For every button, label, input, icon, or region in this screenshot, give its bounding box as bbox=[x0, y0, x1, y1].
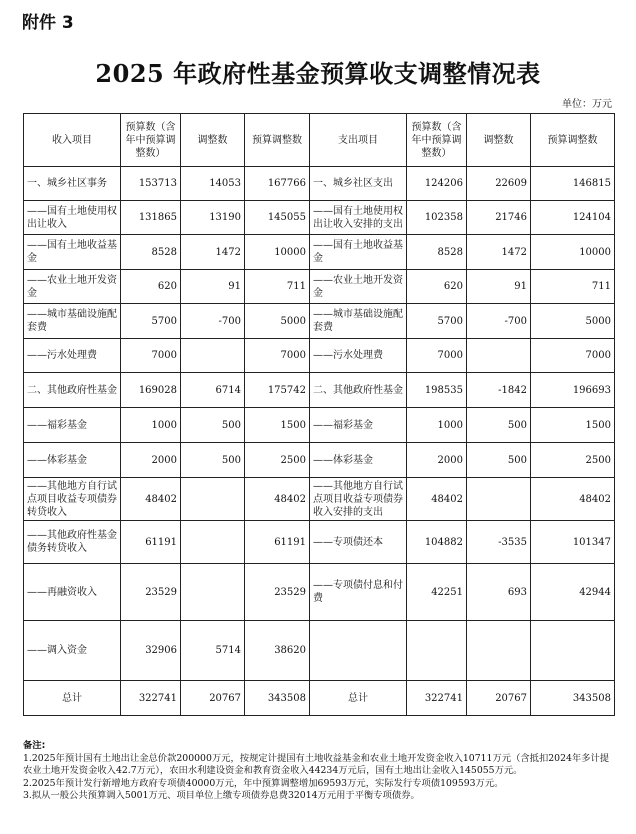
income-budget-cell: 32906 bbox=[121, 621, 181, 681]
income-total-label: 总计 bbox=[24, 681, 121, 716]
expense-adjustment-cell: -3535 bbox=[467, 521, 531, 564]
expense-item-cell: 二、其他政府性基金 bbox=[310, 373, 407, 408]
income-adjustment-cell bbox=[181, 521, 245, 564]
expense-budget-cell: 7000 bbox=[407, 339, 467, 373]
income-budget-cell: 153713 bbox=[121, 167, 181, 201]
expense-adjusted-budget-cell: 7000 bbox=[531, 339, 615, 373]
expense-adjustment-cell: 91 bbox=[467, 270, 531, 304]
expense-budget-cell: 1000 bbox=[407, 408, 467, 443]
income-item-cell: ——再融资收入 bbox=[24, 564, 121, 621]
income-adjustment-cell: 500 bbox=[181, 408, 245, 443]
expense-adjusted-budget-cell: 42944 bbox=[531, 564, 615, 621]
header-expense-item: 支出项目 bbox=[310, 114, 407, 167]
expense-item-cell: ——体彩基金 bbox=[310, 443, 407, 478]
table-row bbox=[24, 373, 615, 408]
income-item-cell: 二、其他政府性基金 bbox=[24, 373, 121, 408]
expense-item-cell: 一、城乡社区支出 bbox=[310, 167, 407, 201]
income-adjusted-budget-cell: 175742 bbox=[245, 373, 310, 408]
expense-adjusted-budget-cell: 5000 bbox=[531, 304, 615, 339]
expense-budget-cell: 198535 bbox=[407, 373, 467, 408]
note-item: 3.拟从一般公共预算调入5001万元、项目单位上缴专项债券息费32014万元用于平衡专项债券。 bbox=[23, 790, 420, 802]
expense-adjustment-cell: -1842 bbox=[467, 373, 531, 408]
income-adjustment-cell: 13190 bbox=[181, 201, 245, 235]
expense-adjusted-budget-cell: 101347 bbox=[531, 521, 615, 564]
income-adjustment-cell: 500 bbox=[181, 443, 245, 478]
income-item-cell: ——污水处理费 bbox=[24, 339, 121, 373]
expense-item-cell bbox=[310, 621, 407, 681]
expense-budget-cell: 5700 bbox=[407, 304, 467, 339]
income-adjusted-budget-cell: 38620 bbox=[245, 621, 310, 681]
expense-item-cell: ——福彩基金 bbox=[310, 408, 407, 443]
expense-adjustment-cell bbox=[467, 478, 531, 521]
income-item-cell: ——国有土地使用权出让收入 bbox=[24, 201, 121, 235]
table-header-row bbox=[24, 114, 615, 167]
expense-adjustment-cell: 500 bbox=[467, 408, 531, 443]
table-row bbox=[24, 443, 615, 478]
income-adjusted-budget-cell: 61191 bbox=[245, 521, 310, 564]
expense-budget-total: 322741 bbox=[407, 681, 467, 716]
expense-adjustment-cell bbox=[467, 621, 531, 681]
expense-budget-cell: 124206 bbox=[407, 167, 467, 201]
income-adjusted-budget-cell: 167766 bbox=[245, 167, 310, 201]
expense-adjustment-cell: 1472 bbox=[467, 235, 531, 270]
expense-budget-cell: 42251 bbox=[407, 564, 467, 621]
income-budget-cell: 61191 bbox=[121, 521, 181, 564]
table-row bbox=[24, 521, 615, 564]
table-row bbox=[24, 408, 615, 443]
table-row bbox=[24, 564, 615, 621]
table-row bbox=[24, 235, 615, 270]
income-budget-cell: 620 bbox=[121, 270, 181, 304]
income-adjusted-budget-cell: 145055 bbox=[245, 201, 310, 235]
income-adjustment-cell: 5714 bbox=[181, 621, 245, 681]
expense-adjusted-budget-cell: 711 bbox=[531, 270, 615, 304]
income-adjustment-cell bbox=[181, 339, 245, 373]
expense-item-cell: ——城市基础设施配套费 bbox=[310, 304, 407, 339]
income-budget-cell: 131865 bbox=[121, 201, 181, 235]
table-row bbox=[24, 201, 615, 235]
expense-adjustment-cell: 21746 bbox=[467, 201, 531, 235]
income-budget-cell: 7000 bbox=[121, 339, 181, 373]
expense-adjusted-budget-cell: 48402 bbox=[531, 478, 615, 521]
income-item-cell: ——城市基础设施配套费 bbox=[24, 304, 121, 339]
income-item-cell: ——国有土地收益基金 bbox=[24, 235, 121, 270]
header-income-item: 收入项目 bbox=[24, 114, 121, 167]
income-adjusted-budget-cell: 1500 bbox=[245, 408, 310, 443]
expense-item-cell: ——污水处理费 bbox=[310, 339, 407, 373]
note-item: 1.2025年预计国有土地出让金总价款200000万元，按规定计提国有土地收益基金和农业土地开发资金收入10711万元（含抵扣2024年多计提农业土地开发资金收入42.7万元），农田水利建设资金和教育资金收入44234万元后，国有土地出让金收入145055万元。 bbox=[23, 752, 610, 777]
expense-budget-cell: 8528 bbox=[407, 235, 467, 270]
income-item-cell: 一、城乡社区事务 bbox=[24, 167, 121, 201]
expense-item-cell: ——国有土地收益基金 bbox=[310, 235, 407, 270]
budget-table bbox=[23, 113, 615, 716]
table-row bbox=[24, 167, 615, 201]
income-adjustment-cell: 14053 bbox=[181, 167, 245, 201]
income-item-cell: ——福彩基金 bbox=[24, 408, 121, 443]
income-adjusted-budget-cell: 10000 bbox=[245, 235, 310, 270]
income-item-cell: ——调入资金 bbox=[24, 621, 121, 681]
attachment-label: 附件 3 bbox=[22, 13, 74, 33]
income-adjusted-budget-cell: 23529 bbox=[245, 564, 310, 621]
table-row bbox=[24, 339, 615, 373]
income-item-cell: ——体彩基金 bbox=[24, 443, 121, 478]
expense-item-cell: ——农业土地开发资金 bbox=[310, 270, 407, 304]
expense-adjustment-cell bbox=[467, 339, 531, 373]
table-row bbox=[24, 270, 615, 304]
income-adjusted-budget-total: 343508 bbox=[245, 681, 310, 716]
income-adjusted-budget-cell: 711 bbox=[245, 270, 310, 304]
income-adjustment-cell: 1472 bbox=[181, 235, 245, 270]
income-budget-cell: 48402 bbox=[121, 478, 181, 521]
income-adjustment-cell bbox=[181, 564, 245, 621]
header-expense-budget: 预算数（含年中预算调整数） bbox=[407, 114, 467, 167]
header-expense-adjustment: 调整数 bbox=[467, 114, 531, 167]
expense-adjustment-cell: 22609 bbox=[467, 167, 531, 201]
expense-item-cell: ——国有土地使用权出让收入安排的支出 bbox=[310, 201, 407, 235]
total-row bbox=[24, 681, 615, 716]
expense-adjustment-total: 20767 bbox=[467, 681, 531, 716]
expense-adjustment-cell: -700 bbox=[467, 304, 531, 339]
expense-adjustment-cell: 693 bbox=[467, 564, 531, 621]
expense-budget-cell: 620 bbox=[407, 270, 467, 304]
income-adjusted-budget-cell: 5000 bbox=[245, 304, 310, 339]
income-budget-cell: 5700 bbox=[121, 304, 181, 339]
income-adjustment-cell: 91 bbox=[181, 270, 245, 304]
income-adjustment-cell bbox=[181, 478, 245, 521]
header-expense-adjusted-budget: 预算调整数 bbox=[531, 114, 615, 167]
notes-heading: 备注: bbox=[23, 740, 46, 751]
income-adjustment-cell: -700 bbox=[181, 304, 245, 339]
income-item-cell: ——其他地方自行试点项目收益专项债券转贷收入 bbox=[24, 478, 121, 521]
expense-adjusted-budget-cell: 196693 bbox=[531, 373, 615, 408]
income-budget-cell: 23529 bbox=[121, 564, 181, 621]
income-budget-cell: 1000 bbox=[121, 408, 181, 443]
expense-adjusted-budget-cell bbox=[531, 621, 615, 681]
expense-budget-cell: 104882 bbox=[407, 521, 467, 564]
table-row bbox=[24, 304, 615, 339]
header-income-adjustment: 调整数 bbox=[181, 114, 245, 167]
header-income-adjusted-budget: 预算调整数 bbox=[245, 114, 310, 167]
expense-adjusted-budget-cell: 10000 bbox=[531, 235, 615, 270]
notes-section bbox=[23, 740, 618, 803]
income-adjusted-budget-cell: 2500 bbox=[245, 443, 310, 478]
expense-total-label: 总计 bbox=[310, 681, 407, 716]
expense-budget-cell: 48402 bbox=[407, 478, 467, 521]
income-item-cell: ——其他政府性基金债务转贷收入 bbox=[24, 521, 121, 564]
note-item: 2.2025年预计发行新增地方政府专项债40000万元，年中预算调整增加69593万元，实际发行专项债109593万元。 bbox=[23, 777, 504, 789]
unit-label: 单位：万元 bbox=[562, 99, 612, 110]
header-income-budget: 预算数（含年中预算调整数） bbox=[121, 114, 181, 167]
expense-budget-cell bbox=[407, 621, 467, 681]
expense-budget-cell: 2000 bbox=[407, 443, 467, 478]
income-budget-cell: 8528 bbox=[121, 235, 181, 270]
expense-item-cell: ——专项债付息和付费 bbox=[310, 564, 407, 621]
table-row bbox=[24, 621, 615, 681]
income-adjusted-budget-cell: 48402 bbox=[245, 478, 310, 521]
expense-adjusted-budget-cell: 124104 bbox=[531, 201, 615, 235]
expense-adjustment-cell: 500 bbox=[467, 443, 531, 478]
page-title: 2025 年政府性基金预算收支调整情况表 bbox=[95, 59, 541, 88]
expense-adjusted-budget-cell: 1500 bbox=[531, 408, 615, 443]
income-budget-total: 322741 bbox=[121, 681, 181, 716]
income-budget-cell: 169028 bbox=[121, 373, 181, 408]
expense-adjusted-budget-cell: 2500 bbox=[531, 443, 615, 478]
income-item-cell: ——农业土地开发资金 bbox=[24, 270, 121, 304]
expense-adjusted-budget-total: 343508 bbox=[531, 681, 615, 716]
expense-budget-cell: 102358 bbox=[407, 201, 467, 235]
income-adjustment-total: 20767 bbox=[181, 681, 245, 716]
table-row bbox=[24, 478, 615, 521]
expense-adjusted-budget-cell: 146815 bbox=[531, 167, 615, 201]
expense-item-cell: ——专项债还本 bbox=[310, 521, 407, 564]
income-budget-cell: 2000 bbox=[121, 443, 181, 478]
expense-item-cell: ——其他地方自行试点项目收益专项债券收入安排的支出 bbox=[310, 478, 407, 521]
income-adjustment-cell: 6714 bbox=[181, 373, 245, 408]
income-adjusted-budget-cell: 7000 bbox=[245, 339, 310, 373]
